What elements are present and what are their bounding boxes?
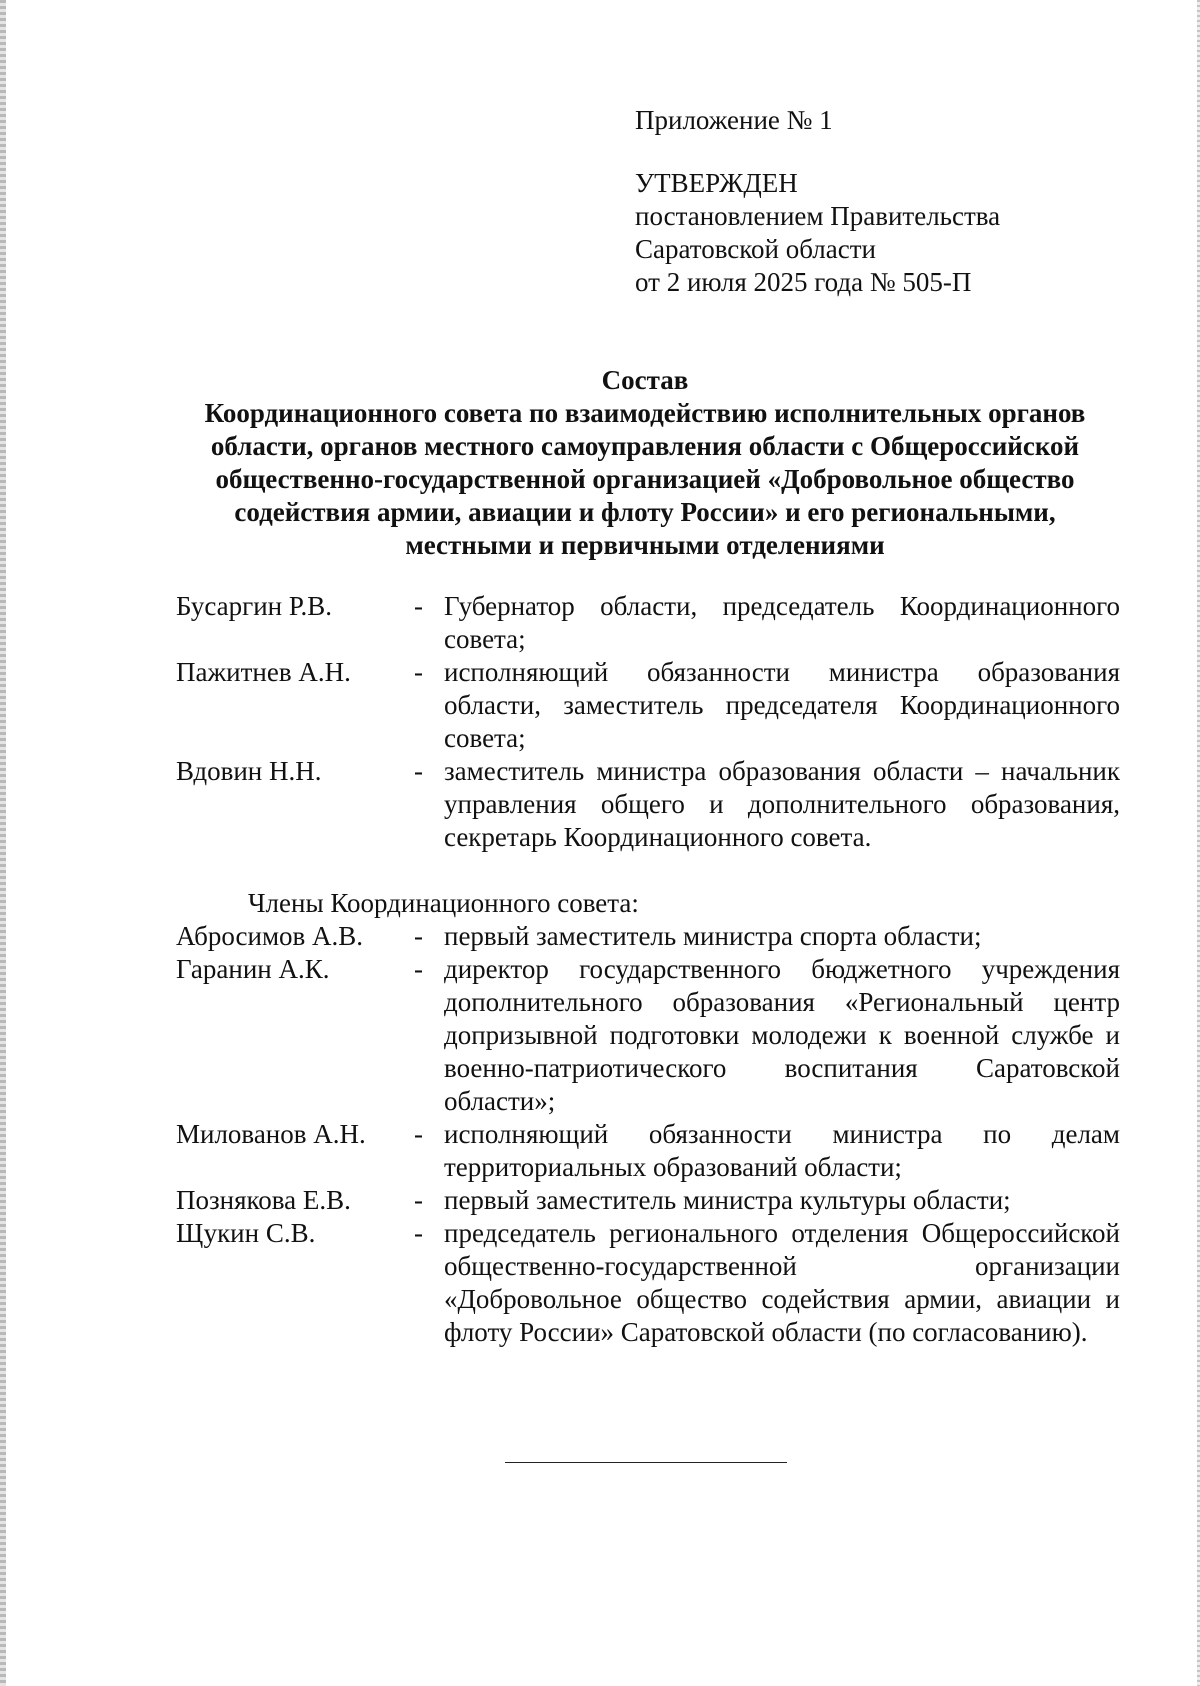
end-rule (505, 1462, 787, 1463)
dash-separator: - (414, 921, 423, 951)
member-row (176, 1184, 1120, 1217)
title-line-2: Координационного совета по взаимодействию исполнительных органов (204, 398, 1086, 428)
approval-line-2: Саратовской области (635, 234, 876, 264)
leadership-row (176, 590, 1120, 656)
person-role: исполняющий обязанности министра образования области, заместитель председателя Координационного совета; (444, 657, 1120, 753)
person-name: Бусаргин Р.В. (176, 591, 333, 621)
member-row (176, 920, 1120, 953)
leadership-row (176, 656, 1120, 755)
person-role: директор государственного бюджетного учреждения дополнительного образования «Региональный центр допризывной подготовки молодежи к военной службе и военно-патриотического воспитания Саратовской области»; (444, 954, 1120, 1116)
member-row (176, 953, 1120, 1118)
person-role: председатель регионального отделения Общероссийской общественно-государственной организации «Добровольное общество содействия армии, авиации и флоту России» Саратовской области (по согласованию). (444, 1218, 1120, 1347)
member-row (176, 1118, 1120, 1184)
dash-separator: - (414, 657, 423, 687)
person-role: первый заместитель министра спорта области; (444, 921, 982, 951)
person-name: Вдовин Н.Н. (176, 756, 322, 786)
document-title (170, 364, 1120, 562)
person-role: заместитель министра образования области – начальник управления общего и дополнительного образования, секретарь Координационного совета. (444, 756, 1120, 852)
council-composition (176, 590, 1120, 1349)
title-line-1: Состав (601, 365, 689, 395)
dash-separator: - (414, 756, 423, 786)
scan-edge-left (0, 0, 6, 1686)
person-name: Милованов А.Н. (176, 1119, 366, 1149)
person-name: Познякова Е.В. (176, 1185, 351, 1215)
person-role: первый заместитель министра культуры области; (444, 1185, 1011, 1215)
approved-label: УТВЕРЖДЕН (635, 168, 798, 198)
dash-separator: - (414, 954, 423, 984)
person-name: Абросимов А.В. (176, 921, 364, 951)
person-name: Щукин С.В. (176, 1218, 316, 1248)
dash-separator: - (414, 1185, 423, 1215)
leadership-row (176, 755, 1120, 854)
dash-separator: - (414, 591, 423, 621)
approval-block (635, 104, 1000, 299)
members-heading: Члены Координационного совета: (248, 888, 639, 918)
person-role: исполняющий обязанности министра по делам территориальных образований области; (444, 1119, 1120, 1182)
title-line-5: содействия армии, авиации и флоту России» и его региональными, (234, 497, 1056, 527)
person-name: Гаранин А.К. (176, 954, 330, 984)
title-line-4: общественно-государственной организацией «Добровольное общество (215, 464, 1075, 494)
approval-line-3: от 2 июля 2025 года № 505-П (635, 267, 972, 297)
approval-line-1: постановлением Правительства (635, 201, 1001, 231)
person-name: Пажитнев А.Н. (176, 657, 351, 687)
dash-separator: - (414, 1218, 423, 1248)
person-role: Губернатор области, председатель Координационного совета; (444, 591, 1120, 654)
member-row (176, 1217, 1120, 1349)
title-line-3: области, органов местного самоуправления области с Общероссийской (210, 431, 1080, 461)
title-line-6: местными и первичными отделениями (405, 530, 885, 560)
dash-separator: - (414, 1119, 423, 1149)
annex-number: Приложение № 1 (635, 105, 833, 135)
